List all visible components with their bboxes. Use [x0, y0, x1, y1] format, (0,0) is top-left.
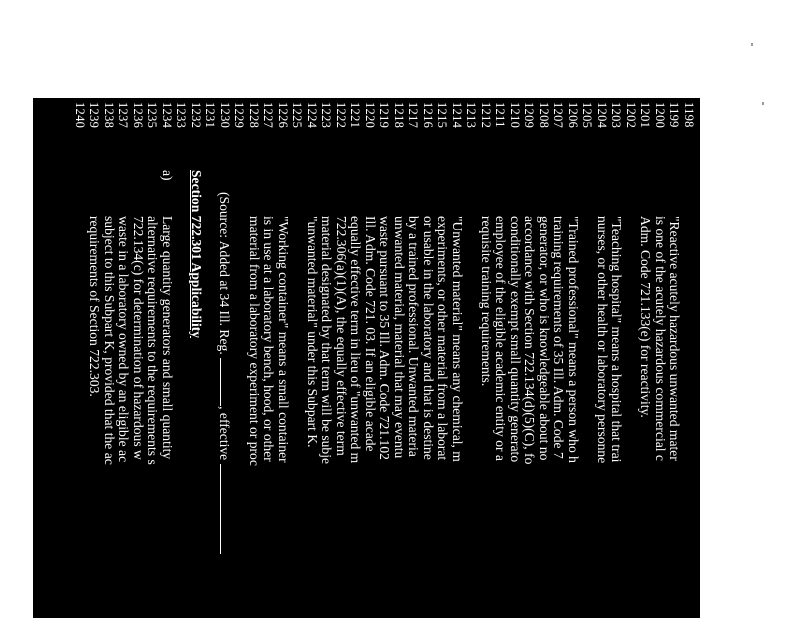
line-number: 1201 — [638, 102, 653, 129]
line-number: 1211 — [493, 102, 508, 128]
definition-text: accordance with Section 722.134(d)(5)(C), fo — [522, 216, 538, 465]
definition-text: training requirements of 35 Ill. Adm. Code 7 — [551, 216, 567, 459]
line-number: 1221 — [348, 102, 363, 129]
line-number: 1237 — [116, 102, 131, 129]
line-number: 1206 — [566, 102, 580, 129]
line-number: 1216 — [421, 102, 435, 129]
line-number: 1220 — [363, 102, 377, 129]
definition-text: "Unwanted material" means any chemical, m — [450, 216, 465, 462]
definition-text: waste pursuant to 35 Ill. Adm. Code 721.102 — [377, 216, 393, 460]
line-number: 1209 — [522, 102, 537, 129]
definition-text: equally effective term in lieu of "unwanted m — [348, 216, 364, 464]
line-number: 1240 — [73, 102, 87, 129]
definition-text: unwanted material, material that may eventu — [392, 216, 407, 459]
definition-text: "Working container" means a small container — [276, 216, 291, 463]
line-number: 1234 — [160, 102, 174, 129]
line-number: 1224 — [305, 102, 319, 129]
definition-text: "Teaching hospital" means a hospital that trai — [609, 216, 625, 463]
definition-text: is one of the acutely hazardous commercial c — [653, 216, 668, 461]
subsection-text: requirements of Section 722.303. — [87, 216, 103, 397]
line-number: 1228 — [247, 102, 261, 129]
definition-text: conditionally exempt small quantity generato — [508, 216, 523, 463]
line-number: 1212 — [479, 102, 493, 129]
line-number: 1200 — [653, 102, 667, 129]
line-number: 1218 — [392, 102, 406, 129]
line-number: 1207 — [551, 102, 566, 129]
subsection-text: 722.134(c) for determination of hazardous w — [131, 216, 146, 460]
line-number: 1219 — [377, 102, 392, 129]
definition-text: generator, or who is knowledgeable about no — [537, 216, 552, 461]
definition-text: requisite training requirements. — [479, 216, 494, 387]
line-number: 1222 — [334, 102, 348, 129]
line-number: 1231 — [203, 102, 218, 129]
line-number: 1205 — [580, 102, 595, 129]
subsection-marker: a) — [160, 170, 175, 181]
definition-text: Adm. Code 721.133(e) for reactivity. — [638, 216, 654, 418]
subsection-text: alternative requirements to the requirements s — [145, 216, 161, 465]
line-number: 1226 — [276, 102, 290, 129]
line-number: 1202 — [624, 102, 638, 129]
section-heading: Section 722.301 Applicability — [189, 170, 204, 339]
blank-line — [220, 358, 232, 406]
definition-text: or usable in the laboratory and that is destine — [421, 216, 436, 460]
line-number: 1239 — [87, 102, 102, 129]
line-number: 1225 — [290, 102, 305, 129]
subsection-text: subject to this Subpart K, provided that the ac — [102, 216, 117, 465]
line-number: 1229 — [232, 102, 247, 129]
definition-text: employee of the eligible academic entity or a — [493, 216, 509, 461]
scan-speck — [751, 43, 753, 46]
line-number: 1217 — [406, 102, 421, 129]
definition-text: experiments, or other material from a laborat — [435, 216, 451, 461]
line-number: 1214 — [450, 102, 464, 129]
scanned-page — [33, 98, 700, 618]
definition-text: material designated by that term will be subje — [319, 216, 335, 465]
line-number: 1208 — [537, 102, 551, 129]
line-number: 1223 — [319, 102, 334, 129]
definition-text: material from a laboratory experiment or proc — [247, 216, 262, 466]
line-number: 1233 — [174, 102, 189, 129]
line-number: 1198 — [682, 102, 696, 128]
line-number: 1213 — [464, 102, 479, 129]
rotated-document — [33, 98, 700, 618]
definition-text: is in use at a laboratory bench, hood, or other — [261, 216, 277, 462]
scan-speck — [762, 102, 764, 105]
line-number: 1227 — [261, 102, 276, 129]
line-number: 1235 — [145, 102, 160, 129]
definition-text: Ill. Adm. Code 721. 03. If an eligible acade — [363, 216, 378, 452]
line-number: 1203 — [609, 102, 624, 129]
definition-text: 722.306(a)(1)(A), the equally effective term — [334, 216, 349, 456]
subsection-text: Large quantity generators and small quantity — [160, 216, 175, 460]
source-note: (Source: Added at 34 Ill. Reg. , effective — [217, 192, 233, 554]
blank-line — [220, 464, 232, 554]
definition-text: by a trained professional. Unwanted materia — [406, 216, 422, 457]
line-number: 1199 — [667, 102, 682, 128]
line-number: 1238 — [102, 102, 116, 129]
line-number: 1204 — [595, 102, 609, 129]
line-number: 1210 — [508, 102, 522, 129]
definition-text: "Trained professional" means a person who h — [566, 216, 581, 463]
line-number: 1215 — [435, 102, 450, 129]
line-number: 1230 — [218, 102, 232, 129]
definition-text: "unwanted material" under this Subpart K. — [305, 216, 320, 448]
subsection-text: waste in a laboratory owned by an eligible ac — [116, 216, 132, 463]
line-number: 1232 — [189, 102, 203, 129]
definition-text: "Reactive acutely hazardous unwanted mater — [667, 216, 683, 461]
line-number: 1236 — [131, 102, 145, 129]
definition-text: nurses, or other health or laboratory personne — [595, 216, 610, 464]
